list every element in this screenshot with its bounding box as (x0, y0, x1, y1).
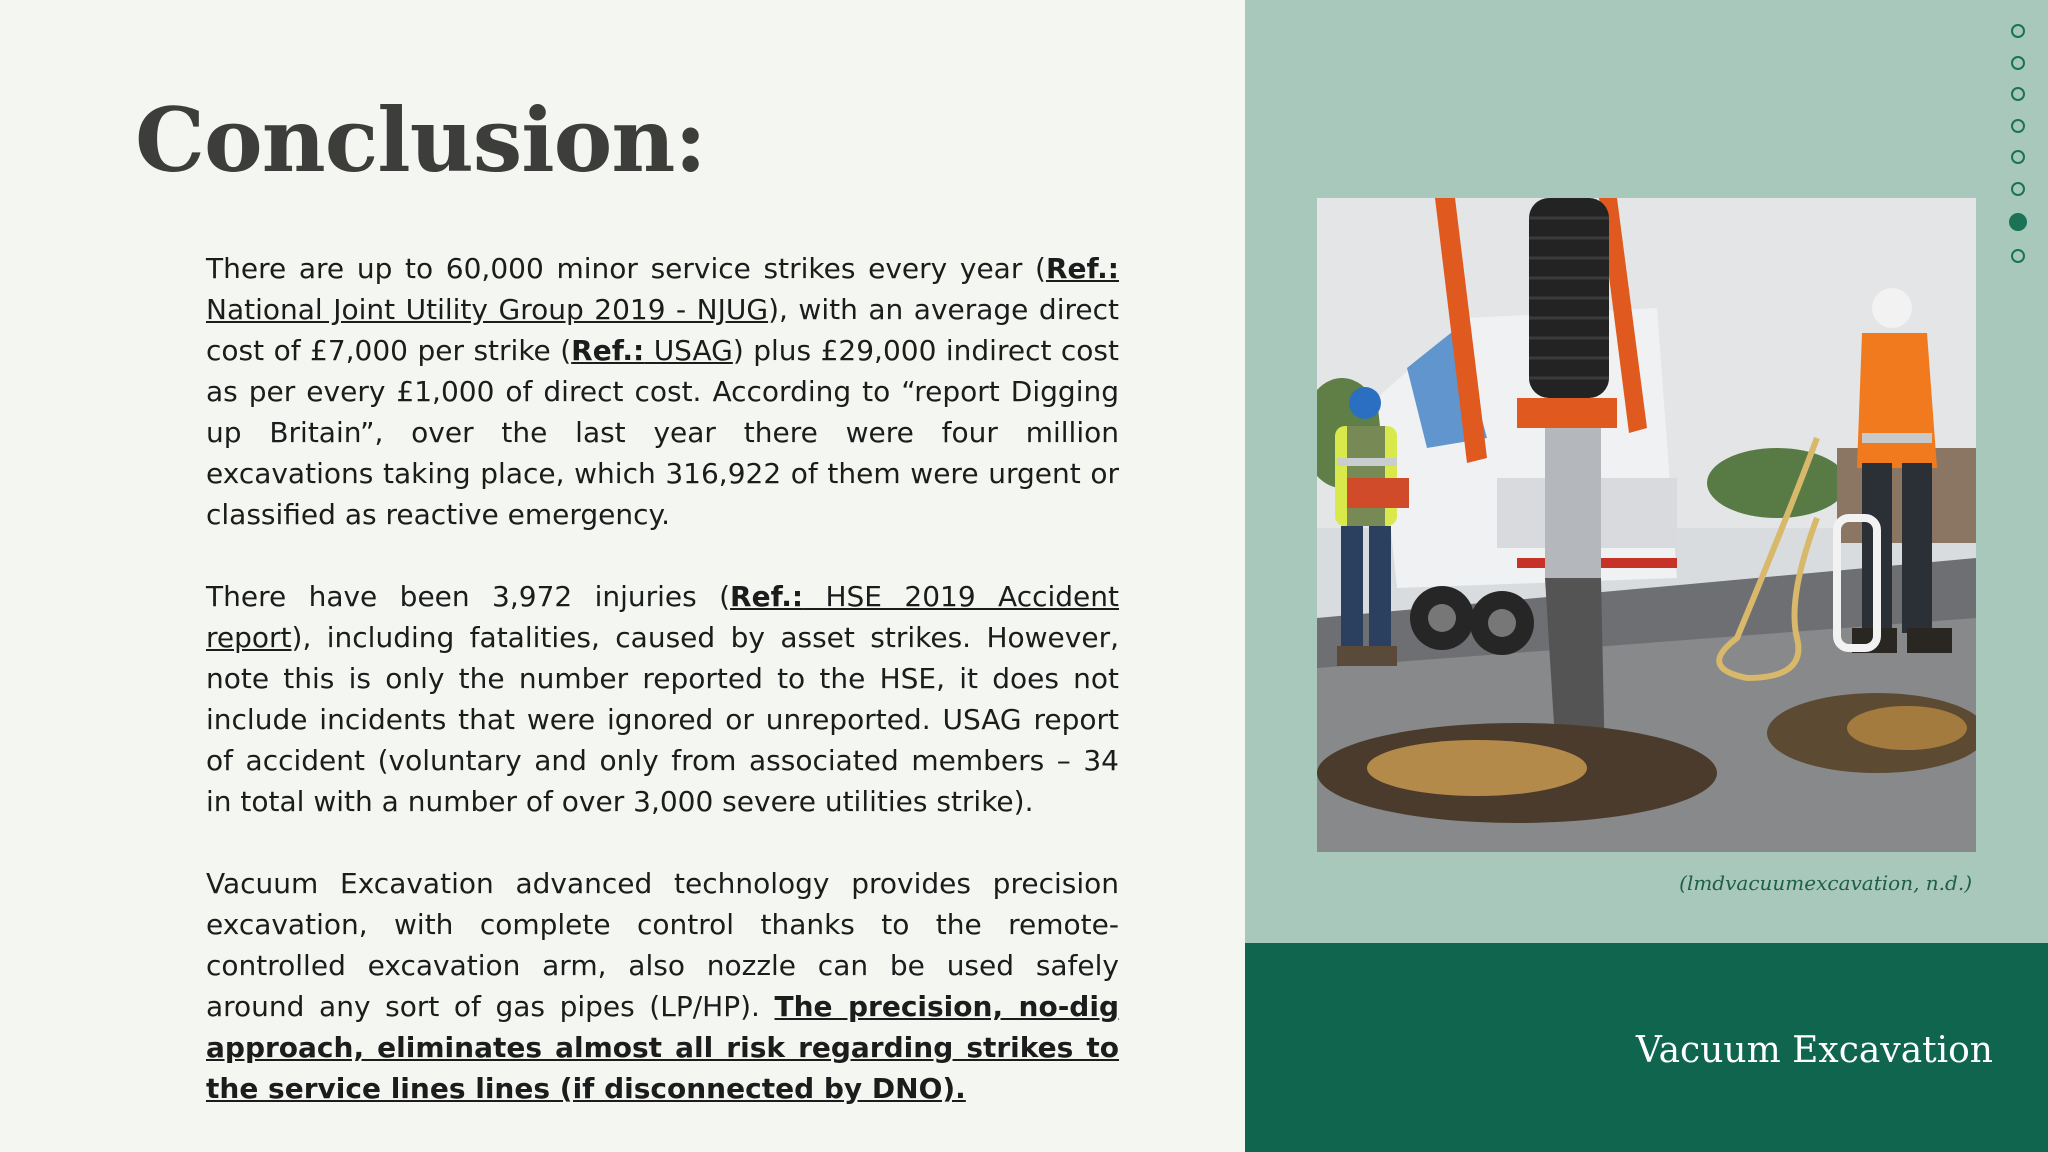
key-conclusion: The precision, no-dig approach, eliminates almost all risk regarding strikes to the service lines lines (if disconnected by DNO). (206, 990, 1119, 1105)
progress-dot-3[interactable] (2011, 87, 2025, 101)
reference-njug: Ref.: National Joint Utility Group 2019 - NJUG (206, 252, 1119, 326)
progress-dot-1[interactable] (2011, 24, 2025, 38)
paragraph-vacuum-excavation: Vacuum Excavation advanced technology provides precision excavation, with complete control thanks to the remote-controlled excavation arm, also nozzle can be used safely around any sort of gas pipes (LP/HP). The precision, no-dig approach, eliminates almost all risk regarding strikes to the service lines lines (if disconnected by DNO). (206, 867, 1119, 1105)
paragraph-injuries: There have been 3,972 injuries (Ref.: HSE 2019 Accident report), including fatalities, caused by asset strikes. However, note this is only the number reported to the HSE, it does not include incidents that were ignored or unreported. USAG report of accident (voluntary and only from associated members – 34 in total with a number of over 3,000 severe utilities strike). (206, 580, 1119, 818)
paragraph-strike-stats: There are up to 60,000 minor service strikes every year (Ref.: National Joint Utility Group 2019 - NJUG), with an average direct cost of £7,000 per strike (Ref.: USAG) plus £29,000 indirect cost as per every £1,000 of direct cost. According to “report Digging up Britain”, over the last year there were four million excavations taking place, which 316,922 of them were urgent or classified as reactive emergency. (206, 252, 1120, 531)
progress-dot-2[interactable] (2011, 56, 2025, 70)
progress-dot-6[interactable] (2011, 182, 2025, 196)
progress-dot-5[interactable] (2011, 150, 2025, 164)
progress-dot-7-active[interactable] (2009, 213, 2027, 231)
body-text (206, 248, 1119, 1150)
progress-dot-4[interactable] (2011, 119, 2025, 133)
reference-hse: Ref.: HSE 2019 Accident report (206, 580, 1119, 654)
image-caption: (lmdvacuumexcavation, n.d.) (1679, 871, 1972, 895)
footer-title: Vacuum Excavation (1635, 1030, 1993, 1071)
slide-title: Conclusion: (135, 88, 706, 192)
progress-dot-8[interactable] (2011, 249, 2025, 263)
excavation-photo (1317, 198, 1976, 852)
slide-progress-indicator (2008, 24, 2028, 280)
reference-usag: Ref.: USAG (571, 334, 733, 367)
